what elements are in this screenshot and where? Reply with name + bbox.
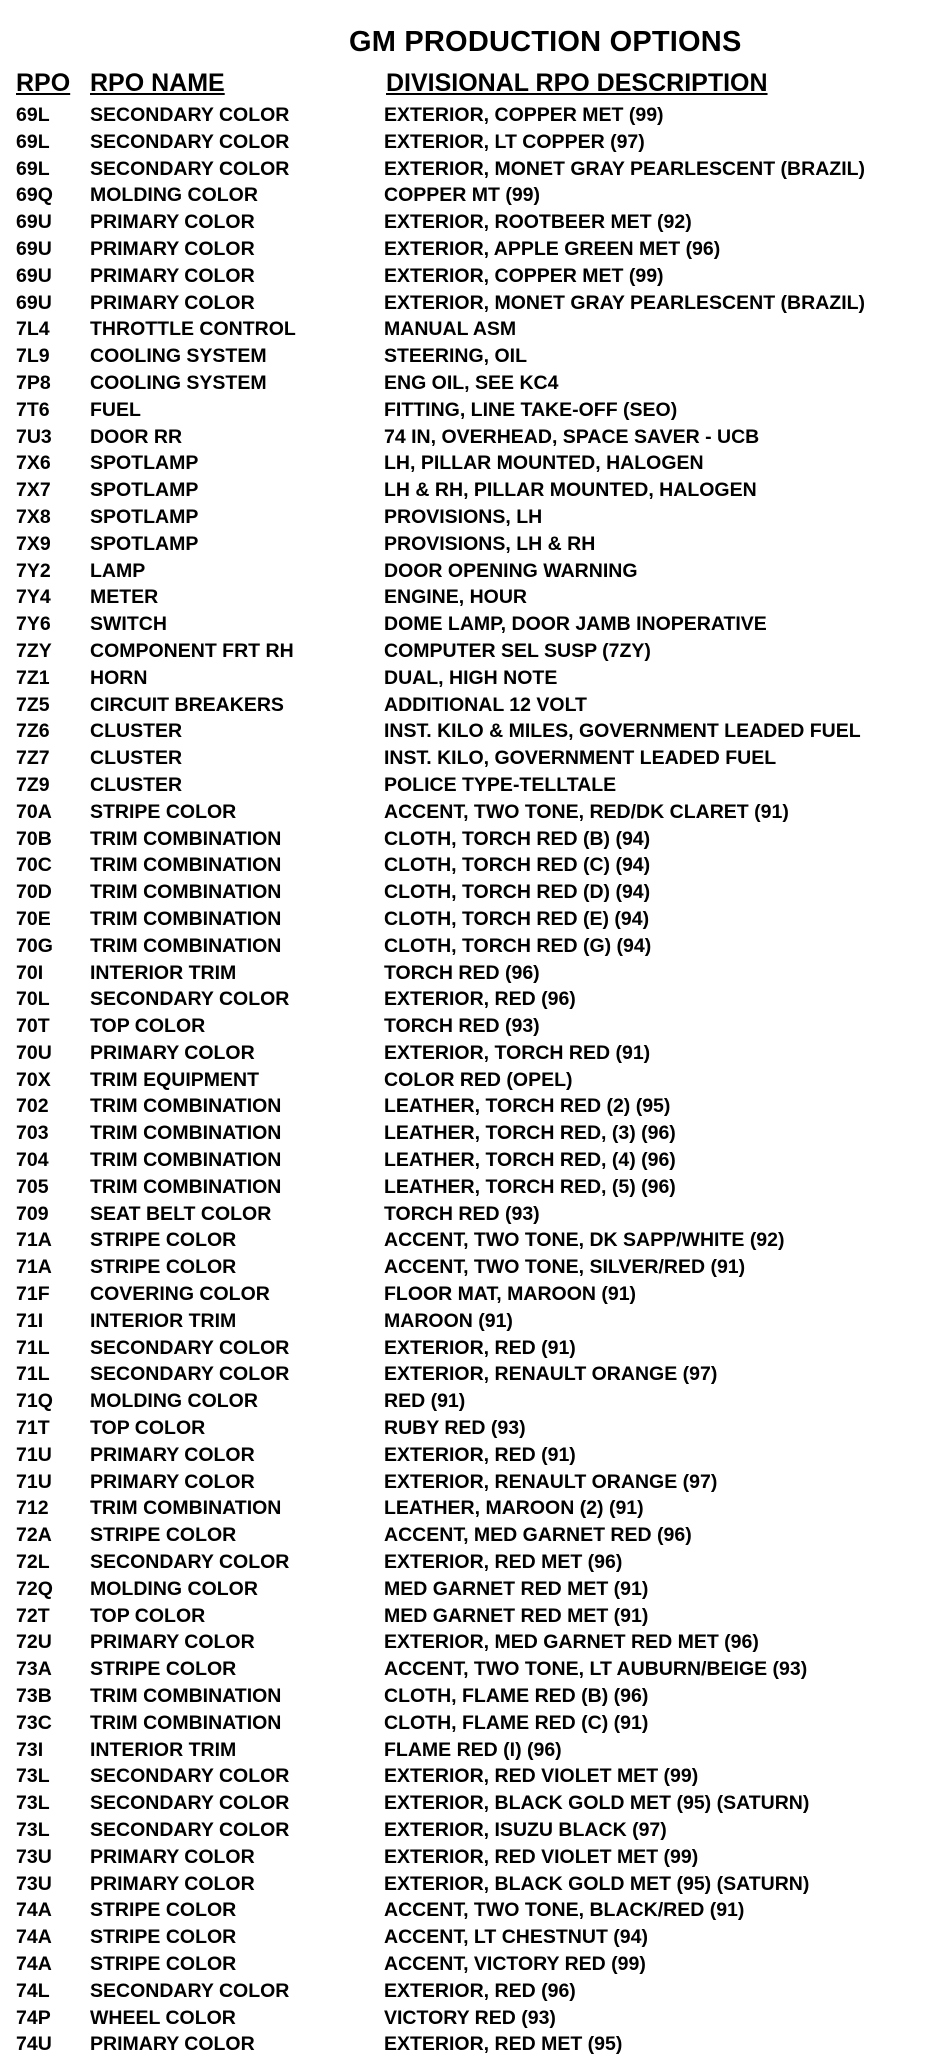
rpo-name-cell: STRIPE COLOR — [90, 1229, 237, 1252]
rpo-name-cell: SECONDARY COLOR — [90, 130, 290, 153]
rpo-description-cell: ACCENT, TWO TONE, DK SAPP/WHITE (92) — [384, 1229, 785, 1252]
rpo-description-cell: DOOR OPENING WARNING — [384, 559, 638, 582]
rpo-description-cell: CLOTH, TORCH RED (C) (94) — [384, 854, 651, 877]
rpo-name-cell: FUEL — [90, 398, 141, 421]
rpo-code-cell: 69L — [16, 104, 50, 126]
table-row — [0, 263, 944, 290]
table-row — [0, 1442, 944, 1469]
table-row — [0, 1710, 944, 1737]
options-table — [0, 102, 944, 2058]
rpo-name-cell: TOP COLOR — [90, 1417, 206, 1440]
rpo-code-cell: 70D — [16, 881, 52, 904]
rpo-name-cell: SECONDARY COLOR — [90, 1765, 290, 1788]
rpo-name-cell: PRIMARY COLOR — [90, 211, 255, 234]
rpo-name-cell: MOLDING COLOR — [90, 1577, 258, 1600]
rpo-name-cell: STRIPE COLOR — [90, 1899, 237, 1922]
rpo-code-cell: 69U — [16, 264, 52, 287]
table-row — [0, 1683, 944, 1710]
rpo-name-cell: SWITCH — [90, 613, 167, 636]
rpo-code-cell: 70X — [16, 1068, 51, 1091]
rpo-code-cell: 7Z6 — [16, 720, 50, 743]
rpo-description-cell: TORCH RED (93) — [384, 1202, 540, 1225]
rpo-code-cell: 70E — [16, 907, 51, 930]
rpo-code-cell: 70C — [16, 854, 52, 877]
rpo-name-cell: STRIPE COLOR — [90, 1926, 237, 1949]
rpo-name-cell: PRIMARY COLOR — [90, 237, 255, 260]
rpo-description-cell: TORCH RED (96) — [384, 961, 540, 984]
rpo-code-cell: 70A — [16, 800, 52, 823]
rpo-code-cell: 70B — [16, 827, 52, 850]
rpo-name-cell: SECONDARY COLOR — [90, 1819, 290, 1841]
rpo-name-cell: STRIPE COLOR — [90, 1952, 237, 1975]
rpo-description-cell: MAROON (91) — [384, 1309, 513, 1332]
rpo-description-cell: EXTERIOR, RED MET (95) — [384, 2033, 623, 2056]
table-row — [0, 370, 944, 397]
rpo-name-cell: PRIMARY COLOR — [90, 1443, 255, 1466]
rpo-name-cell: PRIMARY COLOR — [90, 1872, 255, 1895]
rpo-description-cell: CLOTH, FLAME RED (C) (91) — [384, 1711, 649, 1734]
rpo-description-cell: EXTERIOR, RED (96) — [384, 988, 576, 1011]
table-row — [0, 558, 944, 585]
rpo-description-cell: EXTERIOR, ROOTBEER MET (92) — [384, 211, 692, 234]
rpo-name-cell: COVERING COLOR — [90, 1283, 270, 1306]
rpo-code-cell: 71L — [16, 1363, 50, 1386]
rpo-code-cell: 72U — [16, 1631, 52, 1654]
rpo-name-cell: SECONDARY COLOR — [90, 1336, 290, 1359]
rpo-description-cell: INST. KILO, GOVERNMENT LEADED FUEL — [384, 747, 777, 770]
rpo-description-cell: INST. KILO & MILES, GOVERNMENT LEADED FUEL — [384, 720, 861, 743]
rpo-name-cell: TRIM COMBINATION — [90, 907, 282, 930]
rpo-code-cell: 70T — [16, 1015, 50, 1038]
rpo-description-cell: EXTERIOR, MONET GRAY PEARLESCENT (BRAZIL) — [384, 291, 866, 314]
table-row — [0, 960, 944, 987]
rpo-description-cell: EXTERIOR, TORCH RED (91) — [384, 1041, 651, 1064]
table-row — [0, 1227, 944, 1254]
rpo-code-cell: 74P — [16, 2006, 51, 2029]
rpo-code-cell: 72L — [16, 1551, 50, 1574]
rpo-name-cell: SPOTLAMP — [90, 479, 199, 502]
rpo-code-cell: 7Z1 — [16, 666, 50, 689]
rpo-name-cell: SECONDARY COLOR — [90, 104, 290, 126]
table-row — [0, 718, 944, 745]
table-row — [0, 906, 944, 933]
rpo-name-cell: TRIM COMBINATION — [90, 881, 282, 904]
rpo-description-cell: ENG OIL, SEE KC4 — [384, 371, 559, 394]
rpo-description-cell: ACCENT, TWO TONE, LT AUBURN/BEIGE (93) — [384, 1658, 808, 1681]
table-row — [0, 1576, 944, 1603]
rpo-code-cell: 73L — [16, 1819, 50, 1841]
table-row — [0, 1629, 944, 1656]
rpo-code-cell: 702 — [16, 1095, 49, 1118]
rpo-code-cell: 7L4 — [16, 318, 50, 341]
table-row — [0, 1415, 944, 1442]
table-row — [0, 772, 944, 799]
rpo-description-cell: FLAME RED (I) (96) — [384, 1738, 562, 1761]
rpo-description-cell: RED (91) — [384, 1390, 466, 1413]
rpo-description-cell: LH & RH, PILLAR MOUNTED, HALOGEN — [384, 479, 757, 502]
rpo-name-cell: INTERIOR TRIM — [90, 1738, 237, 1761]
table-row — [0, 879, 944, 906]
rpo-description-cell: FITTING, LINE TAKE-OFF (SEO) — [384, 398, 678, 421]
table-row — [0, 1656, 944, 1683]
table-row — [0, 1254, 944, 1281]
rpo-code-cell: 72T — [16, 1604, 50, 1627]
rpo-name-cell: STRIPE COLOR — [90, 800, 237, 823]
table-row — [0, 1335, 944, 1362]
rpo-description-cell: LEATHER, TORCH RED, (3) (96) — [384, 1122, 676, 1145]
rpo-name-cell: PRIMARY COLOR — [90, 1845, 255, 1868]
rpo-code-cell: 71F — [16, 1283, 50, 1306]
rpo-name-cell: SECONDARY COLOR — [90, 1551, 290, 1574]
rpo-name-cell: SPOTLAMP — [90, 452, 199, 475]
rpo-name-cell: STRIPE COLOR — [90, 1658, 237, 1681]
rpo-name-cell: CIRCUIT BREAKERS — [90, 693, 284, 716]
rpo-description-cell: CLOTH, FLAME RED (B) (96) — [384, 1685, 649, 1708]
rpo-description-cell: DUAL, HIGH NOTE — [384, 666, 558, 689]
table-row — [0, 290, 944, 317]
table-row — [0, 826, 944, 853]
table-row — [0, 1737, 944, 1764]
rpo-description-cell: LEATHER, TORCH RED (2) (95) — [384, 1095, 671, 1118]
rpo-code-cell: 7Z5 — [16, 693, 50, 716]
rpo-code-cell: 7Y2 — [16, 559, 51, 582]
rpo-name-cell: STRIPE COLOR — [90, 1524, 237, 1547]
rpo-description-cell: MANUAL ASM — [384, 318, 517, 341]
table-row — [0, 1120, 944, 1147]
table-row — [0, 584, 944, 611]
rpo-description-cell: RUBY RED (93) — [384, 1417, 526, 1440]
rpo-code-cell: 7P8 — [16, 371, 51, 394]
rpo-description-cell: EXTERIOR, LT COPPER (97) — [384, 130, 645, 153]
rpo-name-cell: LAMP — [90, 559, 146, 582]
rpo-code-cell: 71A — [16, 1256, 52, 1279]
rpo-name-cell: TOP COLOR — [90, 1604, 206, 1627]
rpo-description-cell: ACCENT, MED GARNET RED (96) — [384, 1524, 692, 1547]
rpo-description-cell: EXTERIOR, RENAULT ORANGE (97) — [384, 1363, 718, 1386]
table-row — [0, 1361, 944, 1388]
rpo-code-cell: 70I — [16, 961, 44, 984]
rpo-name-cell: SECONDARY COLOR — [90, 157, 290, 180]
table-row — [0, 1308, 944, 1335]
rpo-code-cell: 71Q — [16, 1390, 53, 1413]
rpo-name-cell: SECONDARY COLOR — [90, 1979, 290, 2002]
rpo-code-cell: 74A — [16, 1952, 52, 1975]
rpo-code-cell: 69Q — [16, 184, 53, 207]
rpo-code-cell: 7ZY — [16, 639, 52, 662]
table-row — [0, 1897, 944, 1924]
rpo-name-cell: SECONDARY COLOR — [90, 1363, 290, 1386]
rpo-code-cell: 73U — [16, 1872, 52, 1895]
rpo-code-cell: 71T — [16, 1417, 50, 1440]
rpo-description-cell: CLOTH, TORCH RED (D) (94) — [384, 881, 651, 904]
rpo-name-cell: TRIM COMBINATION — [90, 1685, 282, 1708]
table-row — [0, 986, 944, 1013]
rpo-description-cell: EXTERIOR, COPPER MET (99) — [384, 104, 664, 126]
table-row — [0, 1522, 944, 1549]
table-row — [0, 343, 944, 370]
table-row — [0, 1495, 944, 1522]
rpo-code-cell: 7X9 — [16, 532, 51, 555]
table-row — [0, 209, 944, 236]
table-row — [0, 1817, 944, 1844]
table-row — [0, 477, 944, 504]
rpo-name-cell: TRIM COMBINATION — [90, 1497, 282, 1520]
rpo-code-cell: 7T6 — [16, 398, 50, 421]
rpo-name-cell: PRIMARY COLOR — [90, 1041, 255, 1064]
rpo-name-cell: STRIPE COLOR — [90, 1256, 237, 1279]
rpo-code-cell: 69U — [16, 237, 52, 260]
rpo-description-cell: ACCENT, VICTORY RED (99) — [384, 1952, 646, 1975]
rpo-description-cell: EXTERIOR, APPLE GREEN MET (96) — [384, 237, 721, 260]
rpo-name-cell: PRIMARY COLOR — [90, 2033, 255, 2056]
rpo-code-cell: 71U — [16, 1443, 52, 1466]
rpo-code-cell: 7U3 — [16, 425, 52, 448]
rpo-description-cell: EXTERIOR, BLACK GOLD MET (95) (SATURN) — [384, 1792, 810, 1815]
rpo-description-cell: PROVISIONS, LH — [384, 505, 543, 528]
rpo-name-cell: TRIM COMBINATION — [90, 827, 282, 850]
rpo-code-cell: 69U — [16, 211, 52, 234]
table-row — [0, 933, 944, 960]
rpo-name-cell: PRIMARY COLOR — [90, 1470, 255, 1493]
table-row — [0, 1924, 944, 1951]
table-row — [0, 1201, 944, 1228]
rpo-description-cell: EXTERIOR, RED MET (96) — [384, 1551, 623, 1574]
rpo-name-cell: COMPONENT FRT RH — [90, 639, 294, 662]
rpo-code-cell: 70U — [16, 1041, 52, 1064]
rpo-name-cell: PRIMARY COLOR — [90, 1631, 255, 1654]
rpo-description-cell: STEERING, OIL — [384, 345, 528, 368]
rpo-code-cell: 73I — [16, 1738, 44, 1761]
rpo-name-cell: COOLING SYSTEM — [90, 371, 267, 394]
rpo-code-cell: 69L — [16, 157, 50, 180]
rpo-code-cell: 712 — [16, 1497, 49, 1520]
table-row — [0, 611, 944, 638]
rpo-name-cell: THROTTLE CONTROL — [90, 318, 296, 341]
table-row — [0, 156, 944, 183]
rpo-description-cell: TORCH RED (93) — [384, 1015, 540, 1038]
rpo-name-cell: HORN — [90, 666, 148, 689]
rpo-code-cell: 7X8 — [16, 505, 51, 528]
rpo-description-cell: COMPUTER SEL SUSP (7ZY) — [384, 639, 651, 662]
table-row — [0, 852, 944, 879]
column-header-rpo: RPO — [16, 69, 71, 97]
rpo-description-cell: EXTERIOR, MED GARNET RED MET (96) — [384, 1631, 759, 1654]
rpo-description-cell: CLOTH, TORCH RED (B) (94) — [384, 827, 651, 850]
rpo-description-cell: EXTERIOR, ISUZU BLACK (97) — [384, 1819, 667, 1841]
table-row — [0, 316, 944, 343]
table-row — [0, 1763, 944, 1790]
table-row — [0, 1067, 944, 1094]
rpo-code-cell: 73B — [16, 1685, 52, 1708]
table-row — [0, 1013, 944, 1040]
rpo-code-cell: 71U — [16, 1470, 52, 1493]
column-header-rpo-name: RPO NAME — [90, 69, 225, 97]
rpo-code-cell: 70L — [16, 988, 50, 1011]
table-row — [0, 2031, 944, 2058]
rpo-code-cell: 7Y6 — [16, 613, 51, 636]
rpo-description-cell: LEATHER, TORCH RED, (4) (96) — [384, 1149, 676, 1172]
rpo-code-cell: 74U — [16, 2033, 52, 2056]
table-row — [0, 450, 944, 477]
rpo-code-cell: 70G — [16, 934, 53, 957]
rpo-description-cell: EXTERIOR, RED (91) — [384, 1443, 576, 1466]
rpo-description-cell: EXTERIOR, RED (91) — [384, 1336, 576, 1359]
rpo-name-cell: WHEEL COLOR — [90, 2006, 236, 2029]
table-row — [0, 799, 944, 826]
rpo-description-cell: 74 IN, OVERHEAD, SPACE SAVER - UCB — [384, 425, 760, 448]
table-row — [0, 638, 944, 665]
rpo-code-cell: 72A — [16, 1524, 52, 1547]
rpo-description-cell: ACCENT, TWO TONE, RED/DK CLARET (91) — [384, 800, 789, 823]
rpo-code-cell: 69U — [16, 291, 52, 314]
rpo-description-cell: EXTERIOR, RED VIOLET MET (99) — [384, 1765, 699, 1788]
rpo-name-cell: TOP COLOR — [90, 1015, 206, 1038]
rpo-name-cell: SECONDARY COLOR — [90, 988, 290, 1011]
table-row — [0, 1174, 944, 1201]
rpo-name-cell: COOLING SYSTEM — [90, 345, 267, 368]
table-row — [0, 424, 944, 451]
rpo-description-cell: ACCENT, TWO TONE, BLACK/RED (91) — [384, 1899, 745, 1922]
rpo-name-cell: PRIMARY COLOR — [90, 291, 255, 314]
rpo-name-cell: TRIM COMBINATION — [90, 1711, 282, 1734]
table-row — [0, 1603, 944, 1630]
rpo-code-cell: 74A — [16, 1926, 52, 1949]
page-title: GM PRODUCTION OPTIONS — [349, 26, 742, 58]
rpo-name-cell: CLUSTER — [90, 747, 183, 770]
rpo-description-cell: PROVISIONS, LH & RH — [384, 532, 596, 555]
rpo-name-cell: MOLDING COLOR — [90, 184, 258, 207]
table-row — [0, 1469, 944, 1496]
table-row — [0, 1147, 944, 1174]
rpo-description-cell: MED GARNET RED MET (91) — [384, 1604, 649, 1627]
table-row — [0, 1871, 944, 1898]
rpo-description-cell: ADDITIONAL 12 VOLT — [384, 693, 587, 716]
rpo-code-cell: 703 — [16, 1122, 49, 1145]
rpo-name-cell: CLUSTER — [90, 773, 183, 796]
rpo-code-cell: 71I — [16, 1309, 44, 1332]
rpo-description-cell: ENGINE, HOUR — [384, 586, 528, 609]
table-row — [0, 692, 944, 719]
rpo-code-cell: 72Q — [16, 1577, 53, 1600]
rpo-name-cell: TRIM COMBINATION — [90, 1095, 282, 1118]
rpo-description-cell: COPPER MT (99) — [384, 184, 541, 207]
rpo-name-cell: METER — [90, 586, 159, 609]
rpo-name-cell: SPOTLAMP — [90, 532, 199, 555]
rpo-description-cell: POLICE TYPE-TELLTALE — [384, 773, 617, 796]
table-row — [0, 2005, 944, 2032]
rpo-code-cell: 73C — [16, 1711, 52, 1734]
rpo-description-cell: CLOTH, TORCH RED (E) (94) — [384, 907, 650, 930]
rpo-description-cell: CLOTH, TORCH RED (G) (94) — [384, 934, 652, 957]
rpo-code-cell: 709 — [16, 1202, 49, 1225]
table-row — [0, 1549, 944, 1576]
table-row — [0, 129, 944, 156]
rpo-name-cell: TRIM EQUIPMENT — [90, 1068, 259, 1091]
rpo-code-cell: 73U — [16, 1845, 52, 1868]
rpo-name-cell: SECONDARY COLOR — [90, 1792, 290, 1815]
table-row — [0, 1978, 944, 2005]
table-row — [0, 182, 944, 209]
rpo-name-cell: INTERIOR TRIM — [90, 961, 237, 984]
rpo-description-cell: ACCENT, LT CHESTNUT (94) — [384, 1926, 648, 1949]
rpo-description-cell: EXTERIOR, RED (96) — [384, 1979, 576, 2002]
rpo-name-cell: INTERIOR TRIM — [90, 1309, 237, 1332]
rpo-name-cell: SPOTLAMP — [90, 505, 199, 528]
rpo-code-cell: 7Y4 — [16, 586, 51, 609]
rpo-name-cell: CLUSTER — [90, 720, 183, 743]
rpo-code-cell: 7X6 — [16, 452, 51, 475]
rpo-name-cell: TRIM COMBINATION — [90, 1149, 282, 1172]
rpo-name-cell: TRIM COMBINATION — [90, 854, 282, 877]
rpo-name-cell: TRIM COMBINATION — [90, 1122, 282, 1145]
rpo-name-cell: DOOR RR — [90, 425, 183, 448]
rpo-code-cell: 73L — [16, 1792, 50, 1815]
rpo-description-cell: LEATHER, MAROON (2) (91) — [384, 1497, 644, 1520]
rpo-description-cell: COLOR RED (OPEL) — [384, 1068, 573, 1091]
rpo-description-cell: DOME LAMP, DOOR JAMB INOPERATIVE — [384, 613, 767, 636]
rpo-name-cell: PRIMARY COLOR — [90, 264, 255, 287]
rpo-code-cell: 74A — [16, 1899, 52, 1922]
table-row — [0, 1388, 944, 1415]
table-row — [0, 1790, 944, 1817]
rpo-description-cell: LH, PILLAR MOUNTED, HALOGEN — [384, 452, 704, 475]
table-row — [0, 102, 944, 129]
table-row — [0, 1844, 944, 1871]
rpo-name-cell: TRIM COMBINATION — [90, 1175, 282, 1198]
rpo-code-cell: 7Z9 — [16, 773, 50, 796]
table-row — [0, 504, 944, 531]
rpo-code-cell: 705 — [16, 1175, 49, 1198]
rpo-code-cell: 71A — [16, 1229, 52, 1252]
rpo-description-cell: EXTERIOR, COPPER MET (99) — [384, 264, 664, 287]
rpo-code-cell: 7X7 — [16, 479, 51, 502]
rpo-code-cell: 73L — [16, 1765, 50, 1788]
rpo-name-cell: SEAT BELT COLOR — [90, 1202, 272, 1225]
rpo-description-cell: FLOOR MAT, MAROON (91) — [384, 1283, 637, 1306]
rpo-description-cell: VICTORY RED (93) — [384, 2006, 556, 2029]
rpo-description-cell: MED GARNET RED MET (91) — [384, 1577, 649, 1600]
rpo-name-cell: TRIM COMBINATION — [90, 934, 282, 957]
rpo-description-cell: LEATHER, TORCH RED, (5) (96) — [384, 1175, 676, 1198]
rpo-code-cell: 74L — [16, 1979, 50, 2002]
table-row — [0, 236, 944, 263]
rpo-description-cell: EXTERIOR, MONET GRAY PEARLESCENT (BRAZIL) — [384, 157, 866, 180]
rpo-code-cell: 7Z7 — [16, 747, 50, 770]
rpo-code-cell: 704 — [16, 1149, 49, 1172]
table-row — [0, 1040, 944, 1067]
table-row — [0, 1951, 944, 1978]
rpo-code-cell: 71L — [16, 1336, 50, 1359]
table-row — [0, 1093, 944, 1120]
rpo-code-cell: 7L9 — [16, 345, 50, 368]
rpo-description-cell: EXTERIOR, RED VIOLET MET (99) — [384, 1845, 699, 1868]
column-header-description: DIVISIONAL RPO DESCRIPTION — [386, 69, 768, 97]
table-row — [0, 745, 944, 772]
rpo-description-cell: ACCENT, TWO TONE, SILVER/RED (91) — [384, 1256, 746, 1279]
rpo-description-cell: EXTERIOR, RENAULT ORANGE (97) — [384, 1470, 718, 1493]
rpo-code-cell: 69L — [16, 130, 50, 153]
rpo-code-cell: 73A — [16, 1658, 52, 1681]
rpo-name-cell: MOLDING COLOR — [90, 1390, 258, 1413]
rpo-description-cell: EXTERIOR, BLACK GOLD MET (95) (SATURN) — [384, 1872, 810, 1895]
table-row — [0, 1281, 944, 1308]
table-row — [0, 665, 944, 692]
table-row — [0, 531, 944, 558]
table-row — [0, 397, 944, 424]
